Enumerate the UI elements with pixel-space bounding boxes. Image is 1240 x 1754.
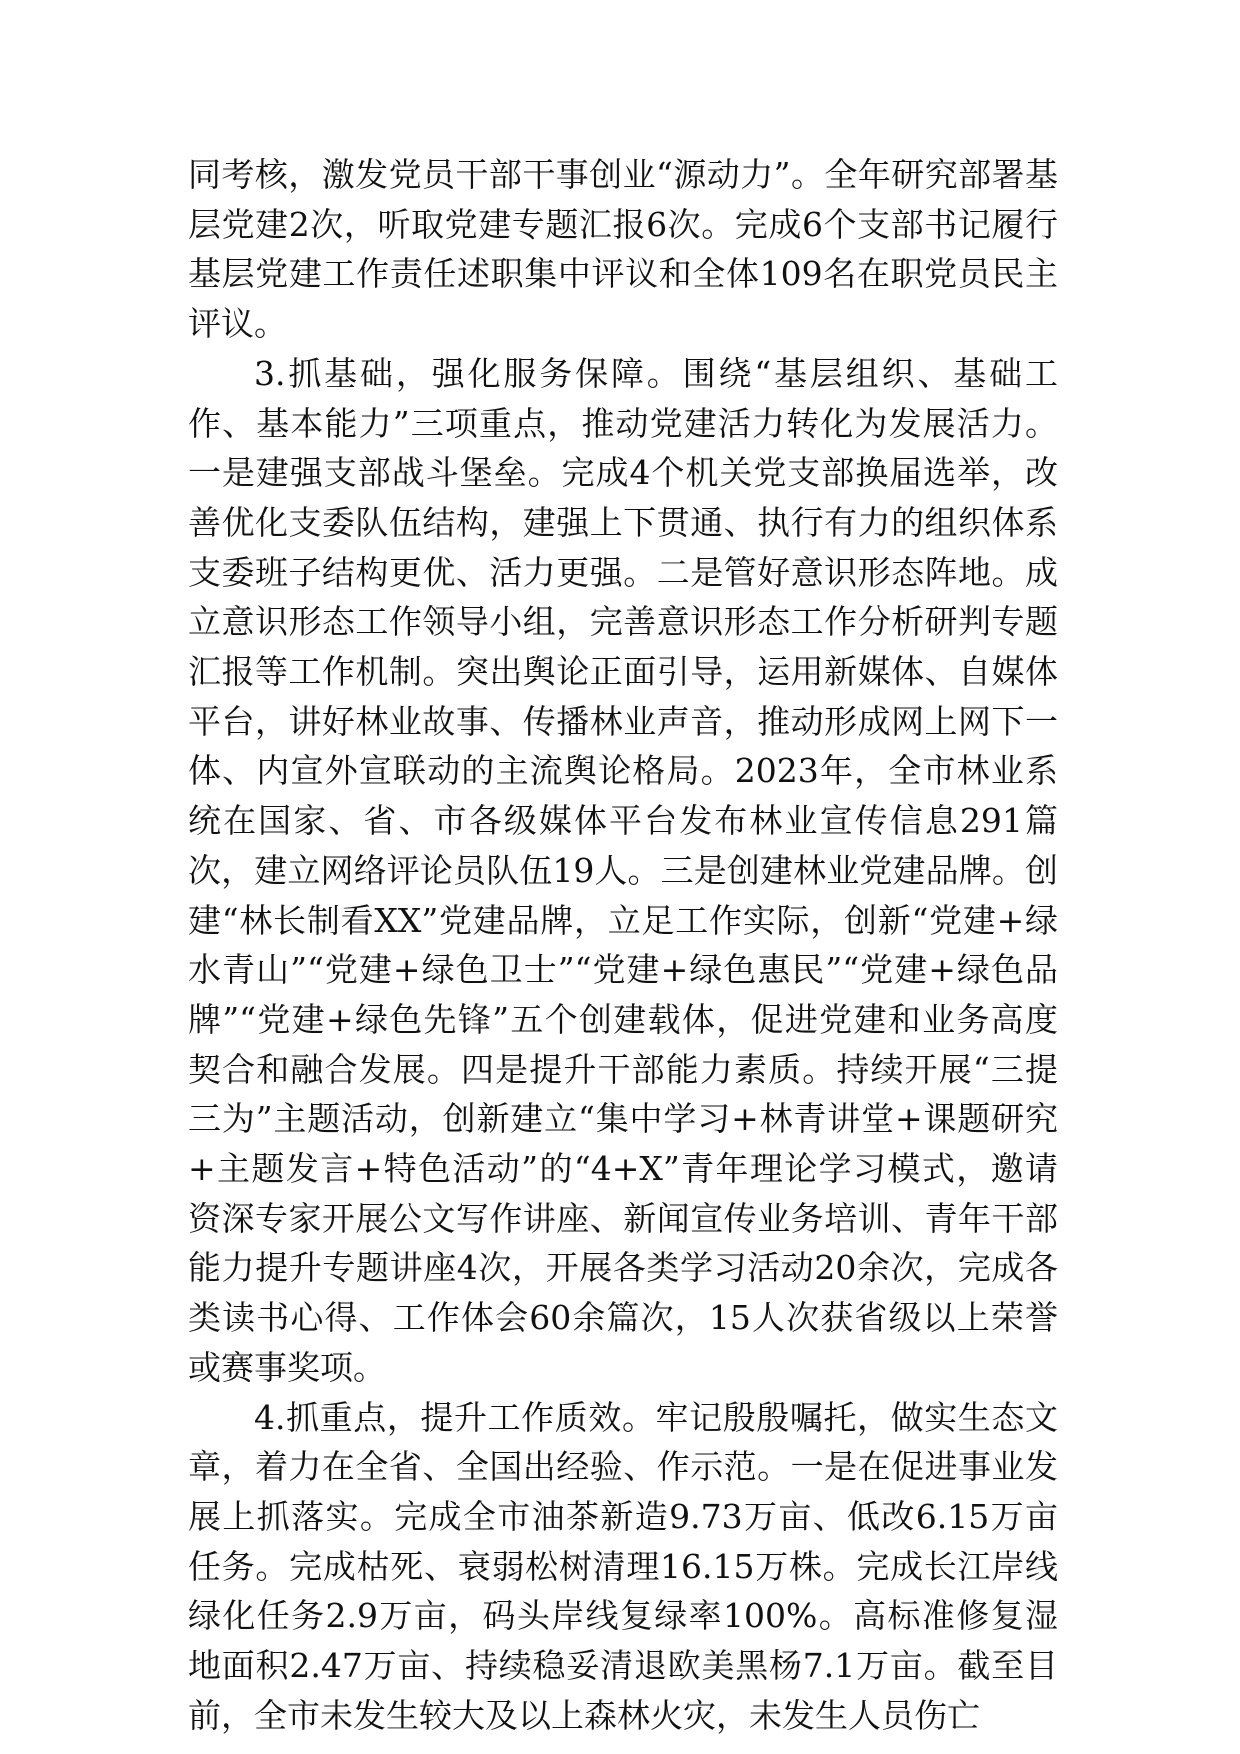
paragraph-strengthen-foundation: 3.抓基础，强化服务保障。围绕“基层组织、基础工作、基本能力”三项重点，推动党建活力转化为发展活力。一是建强支部战斗堡垒。完成4个机关党支部换届选举，改善优化支委队伍结构，建强上下贯通、执行有力的组织体系支委班子结构更优、活力更强。二是管好意识形态阵地。成立意识形态工作领导小组，完善意识形态工作分析研判专题汇报等工作机制。突出舆论正面引导，运用新媒体、自媒体平台，讲好林业故事、传播林业声音，推动形成网上网下一体、内宣外宣联动的主流舆论格局。2023年，全市林业系统在国家、省、市各级媒体平台发布林业宣传信息291篇次，建立网络评论员队伍19人。三是创建林业党建品牌。创建“林长制看XX”党建品牌，立足工作实际，创新“党建+绿水青山”“党建+绿色卫士”“党建+绿色惠民”“党建+绿色品牌”“党建+绿色先锋”五个创建载体，促进党建和业务高度契合和融合发展。四是提升干部能力素质。持续开展“三提三为”主题活动，创新建立“集中学习+林青讲堂+课题研究+主题发言+特色活动”的“4+X”青年理论学习模式，邀请资深专家开展公文写作讲座、新闻宣传业务培训、青年干部能力提升专题讲座4次，开展各类学习活动20余次，完成各类读书心得、工作体会60余篇次，15人次获省级以上荣誉或赛事奖项。	[188, 353, 1058, 1387]
document-page	[188, 150, 1058, 1735]
paragraph-party-assessment: 同考核，激发党员干部干事创业“源动力”。全年研究部署基层党建2次，听取党建专题汇报6次。完成6个支部书记履行基层党建工作责任述职集中评议和全体109名在职党员民主评议。	[188, 155, 1058, 344]
paragraph-focus-key-points: 4.抓重点，提升工作质效。牢记殷殷嘱托，做实生态文章，着力在全省、全国出经验、作示范。一是在促进事业发展上抓落实。完成全市油茶新造9.73万亩、低改6.15万亩任务。完成枯死、衰弱松树清理16.15万株。完成长江岸线绿化任务2.9万亩，码头岸线复绿率100%。高标准修复湿地面积2.47万亩、持续稳妥清退欧美黑杨7.1万亩。截至目前，全市未发生较大及以上森林火灾，未发生人员伤亡	[188, 1397, 1058, 1735]
